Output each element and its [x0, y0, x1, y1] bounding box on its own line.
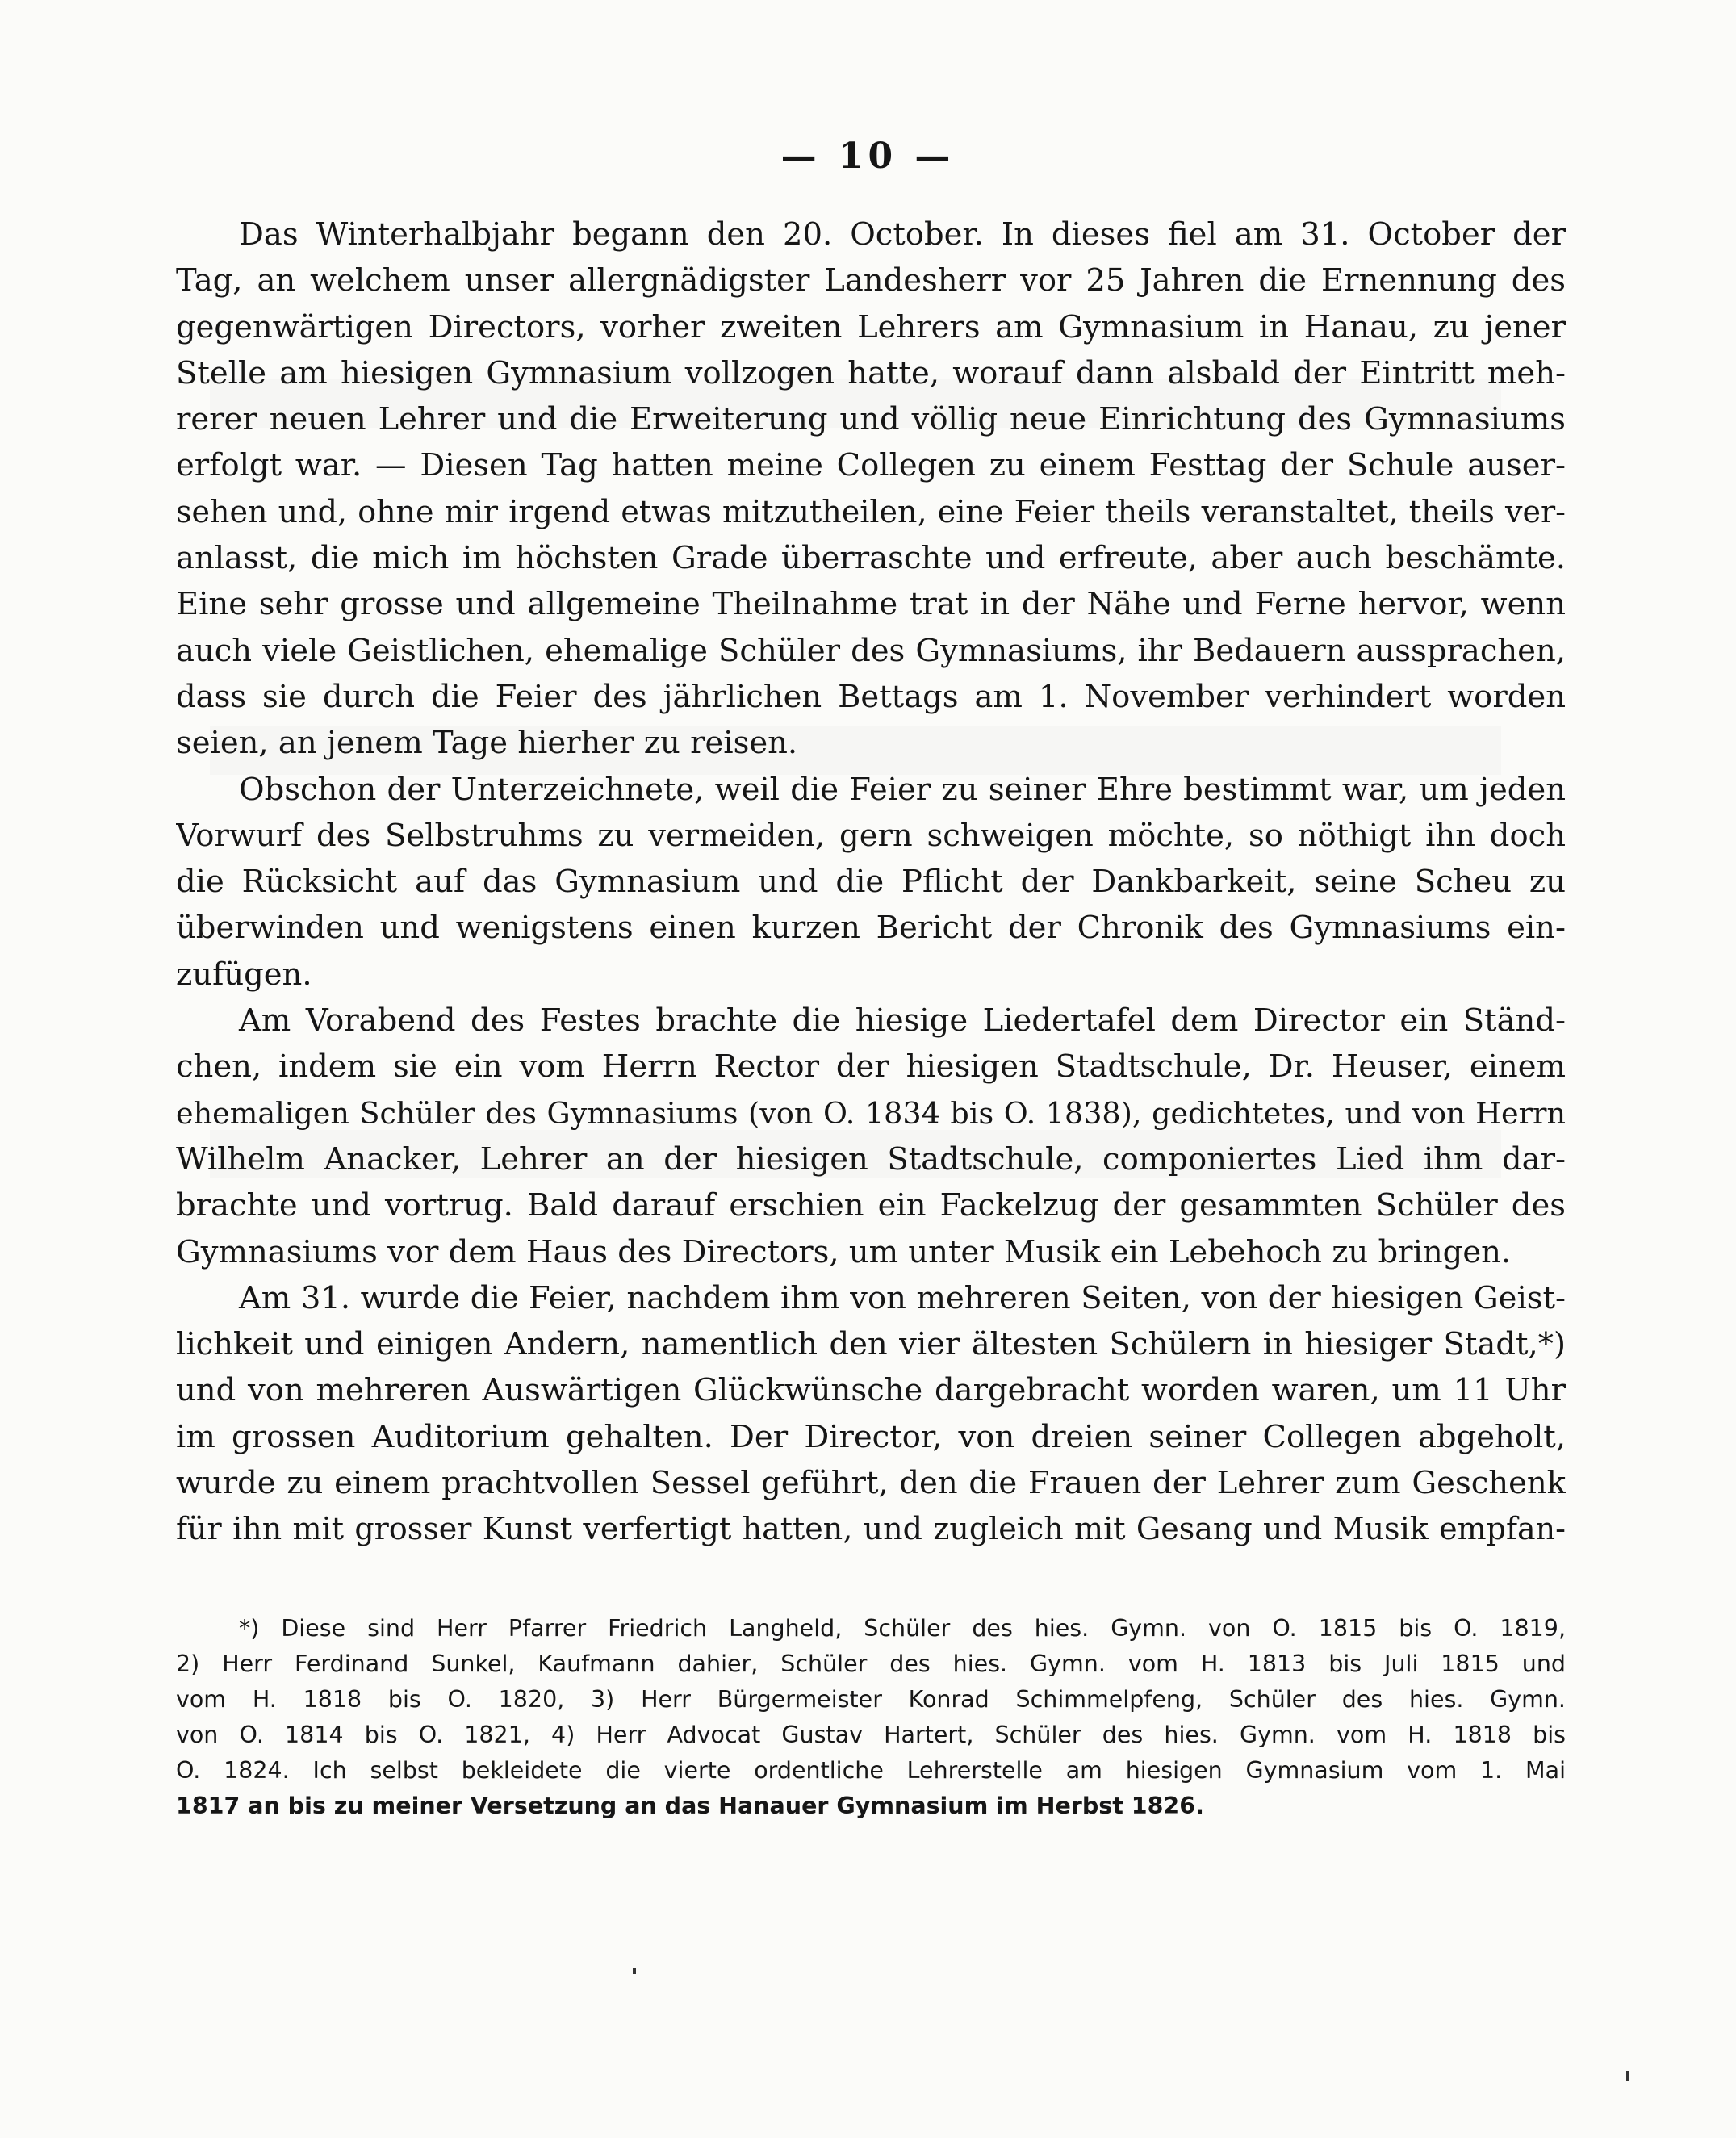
page-number: — 10 — — [780, 136, 956, 177]
text-line: brachte und vortrug. Bald darauf erschien ein Fackelzug der gesammten Schüler des — [176, 1187, 1566, 1224]
main-text — [176, 211, 1566, 1553]
text-line: und von mehreren Auswärtigen Glückwünsche dargebracht worden waren, um 11 Uhr — [176, 1372, 1566, 1409]
text-line: gegenwärtigen Directors, vorher zweiten Lehrers am Gymnasium in Hanau, zu jener — [176, 308, 1566, 345]
text-line: anlasst, die mich im höchsten Grade überraschte und erfreute, aber auch beschämte. — [176, 540, 1566, 577]
text-line: seien, an jenem Tage hierher zu reisen. — [176, 725, 798, 762]
text-line: wurde zu einem prachtvollen Sessel geführt, den die Frauen der Lehrer zum Geschenk — [176, 1465, 1566, 1502]
footnote-line: 1817 an bis zu meiner Versetzung an das Hanauer Gymnasium im Herbst 1826. — [176, 1793, 1204, 1819]
text-line: ehemaligen Schüler des Gymnasiums (von O. 1834 bis O. 1838), gedichtetes, und von Herrn — [176, 1095, 1566, 1131]
text-line: Stelle am hiesigen Gymnasium vollzogen hatte, worauf dann alsbald der Eintritt meh- — [176, 354, 1566, 391]
text-line: Obschon der Unterzeichnete, weil die Feier zu seiner Ehre bestimmt war, um jeden — [239, 771, 1566, 808]
text-line: erfolgt war. — Diesen Tag hatten meine Collegen zu einem Festtag der Schule auser- — [176, 447, 1566, 484]
text-line: die Rücksicht auf das Gymnasium und die Pflicht der Dankbarkeit, seine Scheu zu — [176, 864, 1566, 901]
text-line: chen, indem sie ein vom Herrn Rector der hiesigen Stadtschule, Dr. Heuser, einem — [176, 1048, 1566, 1086]
text-line: zufügen. — [176, 956, 312, 993]
footnote-line: *) Diese sind Herr Pfarrer Friedrich Langheld, Schüler des hies. Gymn. von O. 1815 bis O. 1819, — [239, 1615, 1566, 1642]
text-line: auch viele Geistlichen, ehemalige Schüler des Gymnasiums, ihr Bedauern aussprachen, — [176, 632, 1566, 669]
text-line: Am 31. wurde die Feier, nachdem ihm von mehreren Seiten, von der hiesigen Geist- — [239, 1279, 1566, 1316]
footnotes — [176, 1611, 1566, 1824]
text-line: im grossen Auditorium gehalten. Der Director, von dreien seiner Collegen abgeholt, — [176, 1418, 1566, 1455]
text-line: überwinden und wenigstens einen kurzen Bericht der Chronik des Gymnasiums ein- — [176, 910, 1566, 947]
text-line: Vorwurf des Selbstruhms zu vermeiden, gern schweigen möchte, so nöthigt ihn doch — [176, 817, 1566, 854]
footnote-line: 2) Herr Ferdinand Sunkel, Kaufmann dahier, Schüler des hies. Gymn. vom H. 1813 bis Juli 1815 und — [176, 1651, 1566, 1677]
text-line: dass sie durch die Feier des jährlichen Bettags am 1. November verhindert worden — [176, 678, 1566, 715]
text-line: Gymnasiums vor dem Haus des Directors, um unter Musik ein Lebehoch zu bringen. — [176, 1233, 1512, 1270]
footnote-line: vom H. 1818 bis O. 1820, 3) Herr Bürgermeister Konrad Schimmelpfeng, Schüler des hies. Gymn. — [176, 1686, 1566, 1713]
text-line: Das Winterhalbjahr begann den 20. October. In dieses fiel am 31. October der — [239, 216, 1566, 253]
text-line: Wilhelm Anacker, Lehrer an der hiesigen Stadtschule, componiertes Lied ihm dar- — [176, 1140, 1566, 1178]
text-line: sehen und, ohne mir irgend etwas mitzutheilen, eine Feier theils veranstaltet, theils ver- — [176, 493, 1566, 529]
scan-speck — [633, 1968, 636, 1974]
text-line: Am Vorabend des Festes brachte die hiesige Liedertafel dem Director ein Ständ- — [239, 1002, 1566, 1040]
text-line: für ihn mit grosser Kunst verfertigt hatten, und zugleich mit Gesang und Musik empfan- — [176, 1511, 1566, 1547]
text-line: rerer neuen Lehrer und die Erweiterung und völlig neue Einrichtung des Gymnasiums — [176, 401, 1566, 438]
footnote-line: O. 1824. Ich selbst bekleidete die vierte ordentliche Lehrerstelle am hiesigen Gymnasium vom 1. Mai — [176, 1757, 1566, 1784]
text-line: Tag, an welchem unser allergnädigster Landesherr vor 25 Jahren die Ernennung des — [176, 262, 1566, 299]
footnote-line: von O. 1814 bis O. 1821, 4) Herr Advocat Gustav Hartert, Schüler des hies. Gymn. vom H. 1818 bis — [176, 1722, 1566, 1748]
text-line: lichkeit und einigen Andern, namentlich den vier ältesten Schülern in hiesiger Stadt,*) — [176, 1326, 1566, 1363]
scan-speck — [1626, 2071, 1629, 2081]
text-line: Eine sehr grosse und allgemeine Theilnahme trat in der Nähe und Ferne hervor, wenn — [176, 586, 1566, 623]
